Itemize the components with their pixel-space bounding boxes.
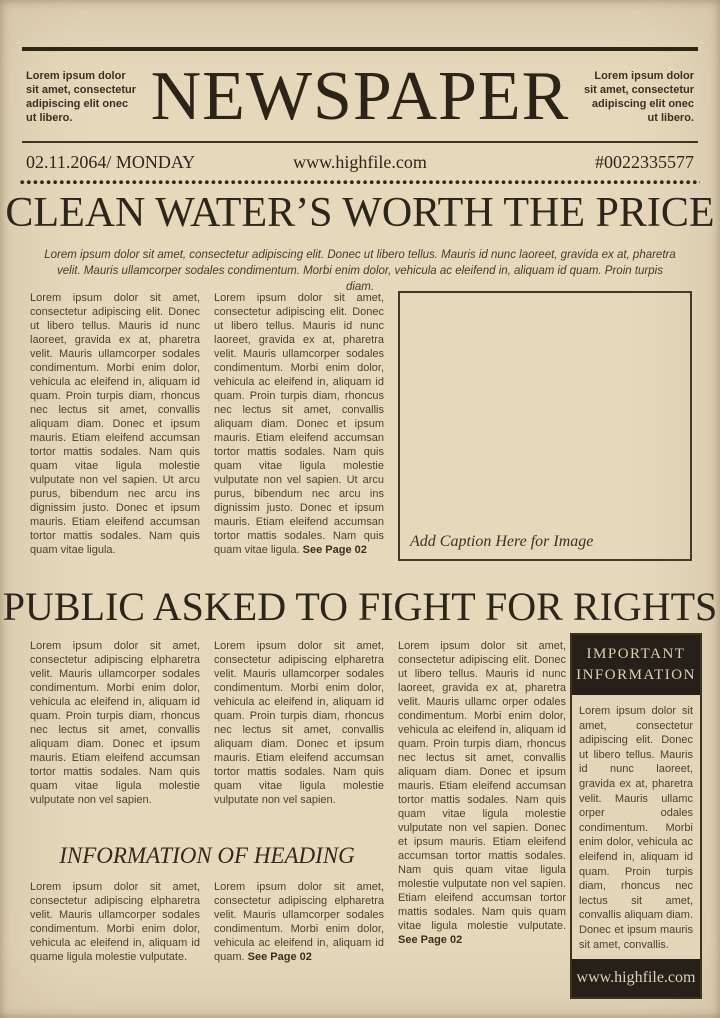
important-information-box: [570, 633, 702, 999]
article2-column-2: [214, 639, 384, 807]
article1-column-2-body: Lorem ipsum dolor sit amet, consectetur adipiscing elit. Donec ut libero tellus. Mauris id nunc laoreet, gravida ex at, pharetra velit. Mauris ullamcorper sodales condimentum. Morbi enim dolor, vehicula ac eleifend in, aliquam id quam. Proin turpis diam, rhoncus nec lectus sit amet, convallis aliquam diam. Donec et ipsum mauris. Etiam eleifend accumsan tortor mattis sodales. Nam quis quam vitae ligula molestie vulputate non vel sapien. Ut arcu purus, bibendum nec arcu ins dignissim justo. Donec et ipsum mauris. Etiam eleifend accumsan tortor mattis sodales. Nam quis quam vitae ligula.: [214, 292, 384, 556]
article2-column-3: [398, 639, 566, 947]
masthead-top-rule: [22, 47, 698, 51]
subsection-column-1-text: Lorem ipsum dolor sit amet, consectetur adipiscing elpharetra velit. Mauris ullamcorper sodales condimentum. Morbi enim dolor, vehicula ac eleifend in, aliquam id quame ligula molestie vulputate.: [30, 881, 200, 963]
important-information-title-line2: INFORMATION: [576, 667, 696, 683]
subsection-column-2: [214, 880, 384, 964]
article1-column-1-text: Lorem ipsum dolor sit amet, consectetur adipiscing elit. Donec ut libero tellus. Mauris id nunc laoreet, gravida ex at, pharetra velit. Mauris ullamcorper sodales condimentum. Morbi enim dolor, vehicula ac eleifend in, aliquam id quam. Proin turpis diam, rhoncus nec lectus sit amet, convallis aliquam diam. Donec et ipsum mauris. Etiam eleifend accumsan tortor mattis sodales. Nam quis quam vitae ligula molestie vulputate non vel sapien. Ut arcu purus, bibendum nec arcu ins dignissim justo. Donec et ipsum mauris. Etiam eleifend accumsan tortor mattis sodales. Nam quis quam vitae ligula.: [30, 292, 200, 556]
subsection-column-2-body: Lorem ipsum dolor sit amet, consectetur adipiscing elpharetra velit. Mauris ullamcorper sodales condimentum. Morbi enim dolor, vehicula ac eleifend in, aliquam id quam.: [214, 881, 384, 963]
article2-column-1-text: Lorem ipsum dolor sit amet, consectetur adipiscing elpharetra velit. Mauris ullamcorper sodales condimentum. Morbi enim dolor, vehicula ac eleifend in, aliquam id quam. Proin turpis diam, rhoncus nec lectus sit amet, convallis aliquam diam. Donec et ipsum mauris. Etiam eleifend accumsan tortor mattis sodales. Nam quis quam vitae ligula molestie vulputate non vel sapien.: [30, 640, 200, 806]
subsection-column-2-text: [214, 880, 384, 964]
masthead-left-note: Lorem ipsum dolor sit amet, consectetur adipiscing elit onec ut libero.: [26, 70, 137, 124]
dateline-issue-number: #0022335577: [595, 151, 695, 172]
article1-column-2-text: [214, 291, 384, 557]
image-placeholder: [398, 291, 692, 561]
masthead-bottom-rule: [22, 141, 698, 143]
sidebar-website-box: www.highfile.com: [572, 959, 700, 997]
article1-column-1: [30, 291, 200, 557]
newspaper-title: NEWSPAPER: [150, 58, 570, 135]
article1-lede: Lorem ipsum dolor sit amet, consectetur adipiscing elit. Donec ut libero tellus. Mauris id nunc laoreet, gravida ex at, pharetra velit. Mauris ullamcorper sodales condimentum. Morbi enim dolor, vehicula ac eleifend in, aliquam id quam. Proin turpis diam.: [44, 249, 676, 293]
dateline-date: 02.11.2064/ MONDAY: [26, 151, 196, 172]
article2-column-1: [30, 639, 200, 807]
dateline-website: www.highfile.com: [293, 151, 427, 172]
subsection-column-1: [30, 880, 200, 964]
important-information-text: Lorem ipsum dolor sit amet, consectetur adipiscing elit. Donec ut libero tellus. Mauris id nunc laoreet, gravida ex at, pharetra velit. Mauris ullamc orper odales condimentum. Morbi enim dolor, vehicula ac eleifend in, aliquam id quam. Proin turpis diam, rhoncus nec lectus sit amet, convallis aliquam diam. Donec et ipsum mauris sit amet, convallis.: [579, 705, 693, 951]
important-information-header: [572, 635, 700, 695]
article1-see-page-note: See Page 02: [302, 544, 367, 556]
image-caption: Add Caption Here for Image: [410, 533, 594, 550]
subsection-heading: INFORMATION OF HEADING: [59, 843, 355, 868]
important-information-title-line1: IMPORTANT: [586, 646, 686, 662]
article2-column-3-text: [398, 639, 566, 947]
article1-column-2: [214, 291, 384, 557]
dateline: [26, 147, 694, 177]
masthead-right-note: Lorem ipsum dolor sit amet, consectetur adipiscing elit onec ut libero.: [583, 70, 694, 124]
important-information-body: [572, 695, 700, 959]
article2-see-page-note: See Page 02: [398, 934, 463, 946]
dotted-divider: [20, 180, 700, 185]
article2-headline: PUBLIC ASKED TO FIGHT FOR RIGHTS: [2, 584, 718, 629]
article2-column-2-text: Lorem ipsum dolor sit amet, consectetur adipiscing elpharetra velit. Mauris ullamcorper sodales condimentum. Morbi enim dolor, vehicula ac eleifend in, aliquam id quam. Proin turpis diam, rhoncus nec lectus sit amet, convallis aliquam diam. Donec et ipsum mauris. Etiam eleifend accumsan tortor mattis sodales. Nam quis quam vitae ligula molestie vulputate non vel sapien.: [214, 640, 384, 806]
masthead: [26, 54, 694, 140]
article2-column-3-body: Lorem ipsum dolor sit amet, consectetur adipiscing elit. Donec ut libero tellus. Mauris id nunc laoreet, gravida ex at, pharetra velit. Mauris ullamc orper odales condimentum. Morbi enim dolor, vehicula ac eleifend in, aliquam id quam. Proin turpis diam, rhoncus nec lectus sit amet, convallis aliquam diam. Donec et ipsum mauris. Etiam eleifend accumsan tortor mattis sodales. Nam quis quam vitae ligula molestie vulputate non vel sapien. Donec et ipsum mauris. Etiam eleifend accumsan tortor mattis sodales. Nam quis quam vitae ligula molestie vulputate non vel sapien. Etiam eleifend accumsan tortor mattis sodales. Nam quis quam vitae ligula molestie vulputate.: [398, 640, 566, 932]
subsection-see-page-note: See Page 02: [247, 951, 312, 963]
article1-headline: CLEAN WATER’S WORTH THE PRICE: [5, 190, 715, 236]
